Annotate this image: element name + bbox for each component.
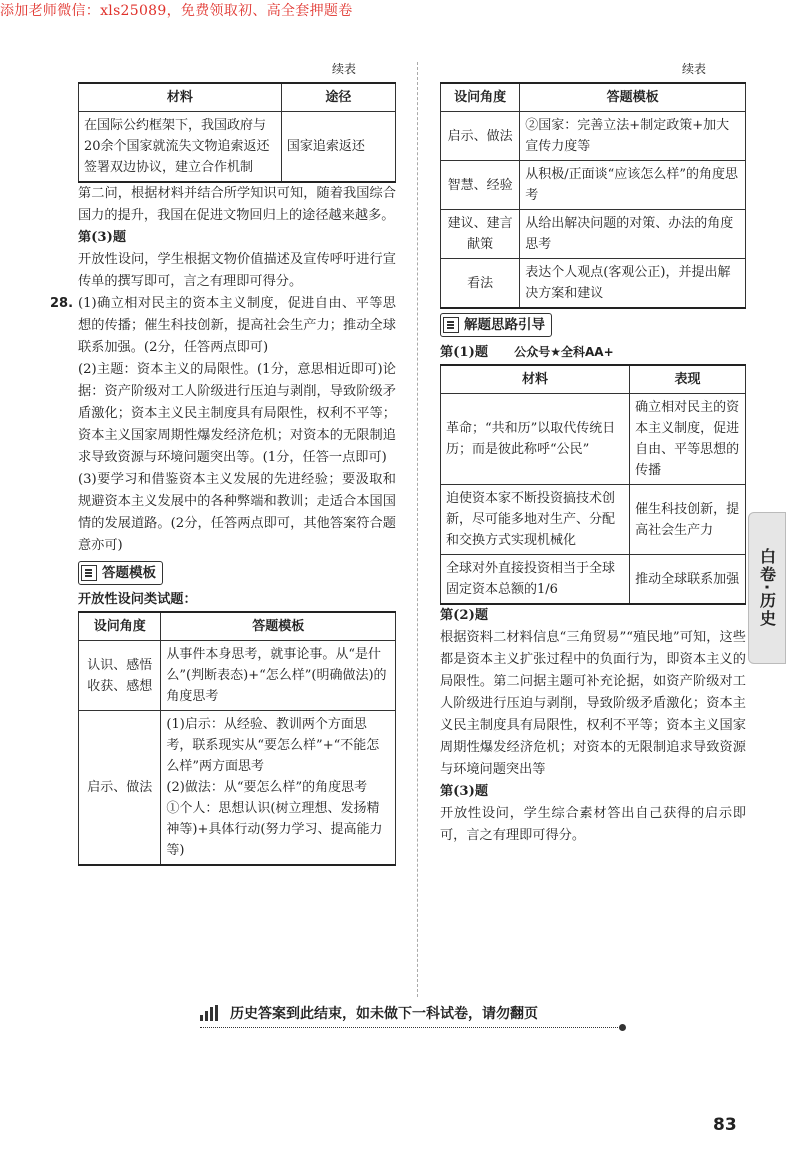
side-tab-label: 白卷·历史	[757, 547, 777, 629]
bars-icon	[200, 1005, 220, 1021]
subheading: 第(3)题	[440, 784, 489, 799]
solution-guide-tag	[440, 313, 552, 337]
table-header: 答题模板	[520, 83, 746, 112]
table-cell: 革命；“共和历”以取代传统日历；而是彼此称呼“公民”	[441, 394, 630, 485]
subheading: 第(3)题	[78, 230, 127, 245]
answer-part-2: (2)主题：资本主义的局限性。(1分，意思相近即可)论据：资产阶级对工人阶级进行压迫与剥削，导致阶级矛盾激化；资本主义民主制度具有局限性，权利不平等；资本主义国家周期性爆发经济危机；对资本的无限制追求导致资源与环境问题突出等。(1分，任答一点即可)	[78, 362, 396, 465]
table-cell: 催生科技创新，提高社会生产力	[630, 485, 746, 555]
table-header: 材料	[79, 83, 282, 112]
footer-banner	[200, 1003, 620, 1028]
table-cell: 从积极/正面谈“应该怎么样”的角度思考	[520, 161, 746, 210]
template-table	[78, 611, 396, 866]
answer-part-1: (1)确立相对民主的资本主义制度，促进自由、平等思想的传播；催生科技创新，提高社会生产力；推动全球联系加强。(2分，任答两点即可)	[78, 296, 396, 355]
table-header: 设问角度	[441, 83, 520, 112]
table-cell: ②国家：完善立法+制定政策+加大宣传力度等	[520, 112, 746, 161]
table-cell: 在国际公约框架下，我国政府与20余个国家就流失文物追索返还签署双边协议，建立合作机制	[79, 112, 282, 183]
table-cell: 认识、感悟收获、感想	[79, 641, 161, 711]
material-performance-table	[440, 364, 746, 605]
table-cell: 从事件本身思考，就事论事。从“是什么”(判断表态)+“怎么样”(明确做法)的角度思考	[161, 641, 396, 711]
subheading: 开放性设问类试题：	[78, 592, 197, 607]
wechat-watermark: 公众号★全科AA+	[514, 345, 614, 359]
table-cell: 智慧、经验	[441, 161, 520, 210]
tag-label: 解题思路引导	[464, 317, 545, 333]
continued-label: 续表	[331, 62, 356, 76]
table-cell: 看法	[441, 259, 520, 309]
book-icon	[81, 565, 97, 581]
question-number: 28.	[50, 296, 74, 311]
table-cell: 推动全球联系加强	[630, 555, 746, 605]
subheading: 第(1)题	[440, 345, 489, 360]
paragraph: 开放性设问，学生综合素材答出自己获得的启示即可，言之有理即可得分。	[440, 806, 746, 843]
table-cell: 建议、建言献策	[441, 210, 520, 259]
subheading: 第(2)题	[440, 608, 489, 623]
column-divider	[417, 62, 418, 997]
template-table-continued	[440, 82, 746, 309]
paragraph: 开放性设问，学生根据文物价值描述及宣传呼吁进行宣传单的撰写即可，言之有理即可得分。	[78, 252, 396, 289]
continued-label: 续表	[681, 62, 706, 76]
question-28	[50, 293, 396, 557]
paragraph: 根据资料二材料信息“三角贸易”“殖民地”可知，这些都是资本主义扩张过程中的负面行为，即资本主义的局限性。第二问据主题可补充论据，如资产阶级对工人阶级进行压迫与剥削，导致阶级矛盾激化；资本主义民主制度具有局限性，权利不平等；资本主义国家周期性爆发经济危机；对资本的无限制追求导致资源与环境问题突出等	[440, 630, 746, 777]
pencil-note-icon	[443, 317, 459, 333]
table-cell: 启示、做法	[441, 112, 520, 161]
right-column	[440, 60, 746, 847]
answer-part-3: (3)要学习和借鉴资本主义发展的先进经验；要汲取和规避资本主义发展中的各种弊端和教训；走适合本国国情的发展道路。(2分，任答两点即可，其他答案符合题意亦可)	[78, 472, 396, 553]
tag-label: 答题模板	[102, 565, 156, 581]
table-cell: 表达个人观点(客观公正)，并提出解决方案和建议	[520, 259, 746, 309]
left-column	[50, 60, 396, 866]
side-tab	[748, 512, 786, 664]
table-header: 答题模板	[161, 612, 396, 641]
paragraph: 第二问，根据材料并结合所学知识可知，随着我国综合国力的提升，我国在促进文物回归上的途径越来越多。	[78, 186, 396, 223]
table-cell: (1)启示：从经验、教训两个方面思考，联系现实从“要怎么样”+“不能怎么样”两方面思考 (2)做法：从“要怎么样”的角度思考 ①个人：思想认识(树立理想、发扬精神等)+具体行动(努力学习、提高能力等)	[161, 711, 396, 866]
answer-template-tag	[78, 561, 163, 585]
material-route-table	[78, 82, 396, 183]
footer-text: 历史答案到此结束，如未做下一科试卷，请勿翻页	[230, 1006, 538, 1022]
table-cell: 从给出解决问题的对策、办法的角度思考	[520, 210, 746, 259]
table-cell: 全球对外直接投资相当于全球固定资本总额的1/6	[441, 555, 630, 605]
table-cell: 启示、做法	[79, 711, 161, 866]
table-cell: 国家追索返还	[281, 112, 395, 183]
table-cell: 确立相对民主的资本主义制度，促进自由、平等思想的传播	[630, 394, 746, 485]
table-header: 设问角度	[79, 612, 161, 641]
table-header: 表现	[630, 365, 746, 394]
table-header: 途径	[281, 83, 395, 112]
table-cell: 迫使资本家不断投资搞技术创新，尽可能多地对生产、分配和交换方式实现机械化	[441, 485, 630, 555]
watermark: 添加老师微信：xls25089，免费领取初、高全套押题卷	[0, 3, 353, 19]
dot-icon	[619, 1024, 626, 1031]
table-header: 材料	[441, 365, 630, 394]
page-number: 83	[713, 1115, 737, 1135]
